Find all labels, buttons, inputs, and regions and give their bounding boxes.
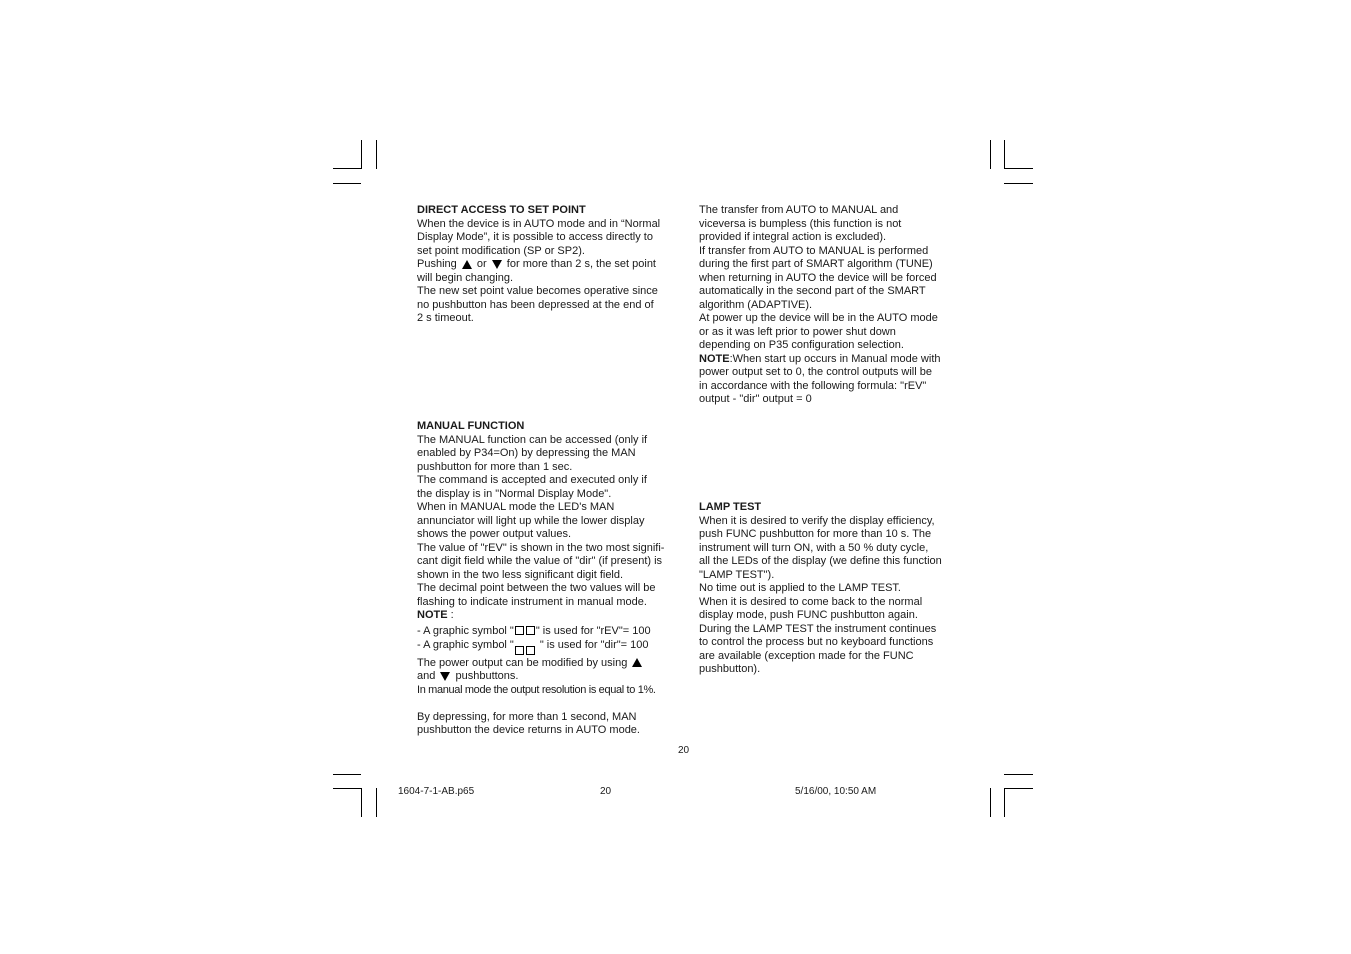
crop-mark [376,140,377,169]
text-line: no pushbutton has been depressed at the end of [417,298,654,311]
text-line: annunciator will light up while the lower display [417,514,645,527]
note-label: NOTE [699,352,730,365]
text-fragment: and [417,670,436,682]
text-line: If transfer from AUTO to MANUAL is performed [699,244,929,257]
text-line: algorithm (ADAPTIVE). [699,298,813,311]
down-arrow-icon [440,672,450,681]
text-line: when returning in AUTO the device will be forced [699,271,937,284]
crop-mark [333,788,361,789]
text-line: Display Mode”, it is possible to access directly to [417,231,653,243]
text-line: are available (exception made for the FUNC [699,649,914,662]
text-line: power output set to 0, the control outputs will be [699,366,932,378]
text-line: The new set point value becomes operative since [417,285,658,297]
text-line [417,670,677,684]
text-line: shows the power output values. [417,528,572,540]
text-line: will begin changing. [417,271,514,284]
text-line [417,258,677,272]
text-line: flashing to indicate instrument in manual mode. [417,595,647,608]
note-line [699,353,959,367]
text-line: set point modification (SP or SP2). [417,244,585,257]
note-label: NOTE [417,609,448,621]
manual-function-section [417,420,677,738]
down-arrow-icon [492,260,502,269]
symbol-line-dir [417,638,677,653]
text-fragment: - A graphic symbol " [417,624,514,637]
text-line: cant digit field while the value of "dir" (if present) is [417,555,663,567]
text-line: When it is desired to come back to the normal [699,595,923,608]
crop-mark [333,168,361,169]
text-line: enabled by P34=On) by depressing the MAN [417,447,636,459]
text-fragment: " is used for "dir"= 100 [539,639,649,651]
note-line [417,609,677,623]
segment-symbol-icon [526,646,535,655]
text-line: The decimal point between the two values will be [417,582,656,594]
text-line: instrument will turn ON, with a 50 % duty cycle, [699,541,929,554]
text-line: shown in the two less significant digit field. [417,568,624,581]
text-line: automatically in the second part of the SMART [699,285,926,297]
text-line: When the device is in AUTO mode and in “Normal [417,217,661,230]
text-line: When it is desired to verify the display efficiency, [699,514,935,527]
text-line: depending on P35 configuration selection. [699,339,904,351]
text-line: display mode, push FUNC pushbutton again. [699,609,918,621]
text-fragment: Pushing [417,258,457,270]
page-number: 20 [678,745,690,756]
section-heading: DIRECT ACCESS TO SET POINT [417,204,586,216]
direct-access-section [417,204,677,326]
symbol-line-rev [417,625,677,639]
text-line: At power up the device will be in the AUTO mode [699,312,938,324]
text-line: No time out is applied to the LAMP TEST. [699,582,901,594]
segment-symbol-icon [515,646,524,655]
crop-mark [990,788,991,817]
footer-datetime: 5/16/00, 10:50 AM [795,786,877,797]
text-fragment: " is used for "rEV"= 100 [535,624,651,637]
low-segment-symbol [514,638,540,648]
crop-mark [361,140,362,169]
text-fragment: : [447,609,454,621]
spacer [417,697,677,711]
text-fragment: - A graphic symbol " [417,639,514,651]
crop-mark [1004,788,1033,789]
text-fragment: The power output can be modified by using [417,656,628,669]
text-line: output - "dir" output = 0 [699,393,812,405]
text-line: pushbutton for more than 1 sec. [417,460,573,473]
crop-mark [1004,140,1005,169]
text-line: In manual mode the output resolution is equal to 1%. [417,683,656,696]
text-line: or as it was left prior to power shut down [699,325,896,338]
text-line: By depressing, for more than 1 second, MAN [417,710,637,723]
text-line: The transfer from AUTO to MANUAL and [699,204,899,216]
crop-mark [361,788,362,817]
text-line: viceversa is bumpless (this function is not [699,217,902,230]
text-line: provided if integral action is excluded). [699,231,887,243]
text-line: "LAMP TEST"). [699,568,775,581]
text-line: all the LEDs of the display (we define this function [699,555,942,567]
crop-mark [1004,788,1005,817]
text-line: the display is in "Normal Display Mode". [417,487,612,500]
text-line: pushbutton). [699,663,761,675]
text-line: in accordance with the following formula: "rEV" [699,379,927,392]
text-line: The command is accepted and executed only if [417,474,647,486]
text-fragment: for more than 2 s, the set point [506,258,656,270]
text-line: to control the process but no keyboard functions [699,636,934,648]
segment-symbol-icon [526,626,535,635]
crop-mark [1004,774,1033,775]
text-fragment: pushbuttons. [455,670,519,682]
up-arrow-icon [632,658,642,667]
lamp-test-section [699,501,959,677]
section-heading: MANUAL FUNCTION [417,420,525,432]
crop-mark [333,183,361,184]
section-heading: LAMP TEST [699,501,762,513]
text-line [417,657,677,671]
crop-mark [333,774,361,775]
text-line: The value of "rEV" is shown in the two most signifi- [417,541,665,554]
footer-filename: 1604-7-1-AB.p65 [398,786,475,797]
crop-mark [1004,183,1033,184]
text-line: 2 s timeout. [417,312,474,324]
text-line: pushbutton the device returns in AUTO mode. [417,724,640,736]
text-line: When in MANUAL mode the LED's MAN [417,501,615,513]
crop-mark [990,140,991,169]
crop-mark [376,788,377,817]
auto-manual-transfer-section [699,204,959,407]
crop-mark [1004,168,1033,169]
text-line: During the LAMP TEST the instrument continues [699,622,937,635]
text-line: push FUNC pushbutton for more than 10 s. The [699,528,932,540]
text-fragment: or [476,258,487,270]
text-line: The MANUAL function can be accessed (only if [417,433,648,446]
segment-symbol-icon [515,626,524,635]
footer-page: 20 [600,786,612,797]
text-fragment: :When start up occurs in Manual mode with [729,352,941,365]
text-line: during the first part of SMART algorithm (TUNE) [699,258,933,270]
up-arrow-icon [462,260,472,269]
